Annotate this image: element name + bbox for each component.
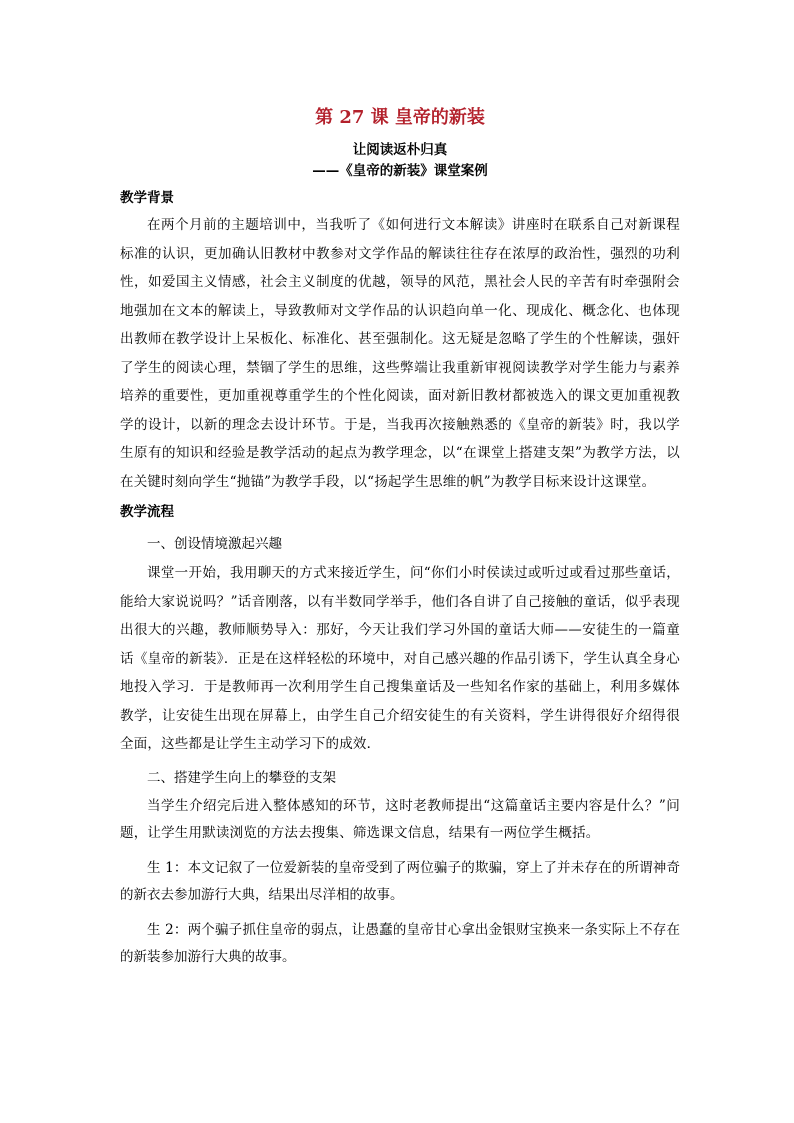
- document-content: [120, 104, 680, 971]
- paragraph-part2: 当学生介绍完后进入整体感知的环节，这时老教师提出“这篇童话主要内容是什么？”问题，让学生用默读浏览的方法去搜集、筛选课文信息，结果有一两位学生概括。: [120, 797, 680, 841]
- part2-title: 二、搭建学生向上的攀登的支架: [147, 769, 336, 786]
- student-2-answer: 生 2：两个骗子抓住皇帝的弱点，让愚蠢的皇帝甘心拿出金银财宝换来一条实际上不存在的新装参加游行大典的故事。: [120, 921, 680, 965]
- part1-title: 一、创设情境激起兴趣: [147, 536, 282, 552]
- student-1-answer: 生 1：本文记叙了一位爱新装的皇帝受到了两位骗子的欺骗，穿上了并未存在的所谓神奇的新衣去参加游行大典，结果出尽洋相的故事。: [120, 859, 680, 903]
- paragraph-part1: 课堂一开始，我用聊天的方式来接近学生，问“你们小时侯读过或听过或看过那些童话，能给大家说说吗？”话音刚落，以有半数同学举手，他们各自讲了自己接触的童话，似乎表现出很大的兴趣，教师顺势导入：那好，今天让我们学习外国的童话大师——安徒生的一篇童话《皇帝的新装》．正是在这样轻松的环境中，对自己感兴趣的作品引诱下，学生认真全身心地投入学习．于是教师再一次利用学生自己搜集童话及一些知名作家的基础上，利用多媒体教学，让安徒生出现在屏幕上，由学生自己介绍安徒生的有关资料，学生讲得很好介绍得很全面，这些都是让学生主动学习下的成效．: [120, 565, 680, 752]
- lesson-title: 第 27 课 皇帝的新装: [315, 107, 485, 128]
- heading-teaching-background: 教学背景: [120, 190, 174, 206]
- subtitle-line-1: 让阅读返朴归真: [352, 142, 448, 158]
- paragraph-teaching-background: 在两个月前的主题培训中，当我听了《如何进行文本解读》讲座时在联系自己对新课程标准的认识，更加确认旧教材中教参对文学作品的解读往往存在浓厚的政治性，强烈的功利性，如爱国主义情感，社会主义制度的优越，领导的风范，黑社会人民的辛苦有时牵强附会地强加在文本的解读上，导致教师对文学作品的认识趋向单一化、现成化、概念化、也体现出教师在教学设计上呆板化、标准化、甚至强制化。这无疑是忽略了学生的个性解读，强奸了学生的阅读心理，禁锢了学生的思维，这些弊端让我重新审视阅读教学对学生能力与素养培养的重要性，更加重视尊重学生的个性化阅读，面对新旧教材都被选入的课文更加重视教学的设计，以新的理念去设计环节。于是，当我再次接触熟悉的《皇帝的新装》时，我以学生原有的知识和经验是教学活动的起点为教学理念，以“在课堂上搭建支架”为教学方法，以在关键时刻向学生“抛锚”为教学手段，以“扬起学生思维的帆”为教学目标来设计这课堂。: [120, 217, 680, 490]
- subtitle-line-2: ——《皇帝的新装》课堂案例: [312, 163, 488, 179]
- heading-teaching-process: 教学流程: [120, 504, 174, 520]
